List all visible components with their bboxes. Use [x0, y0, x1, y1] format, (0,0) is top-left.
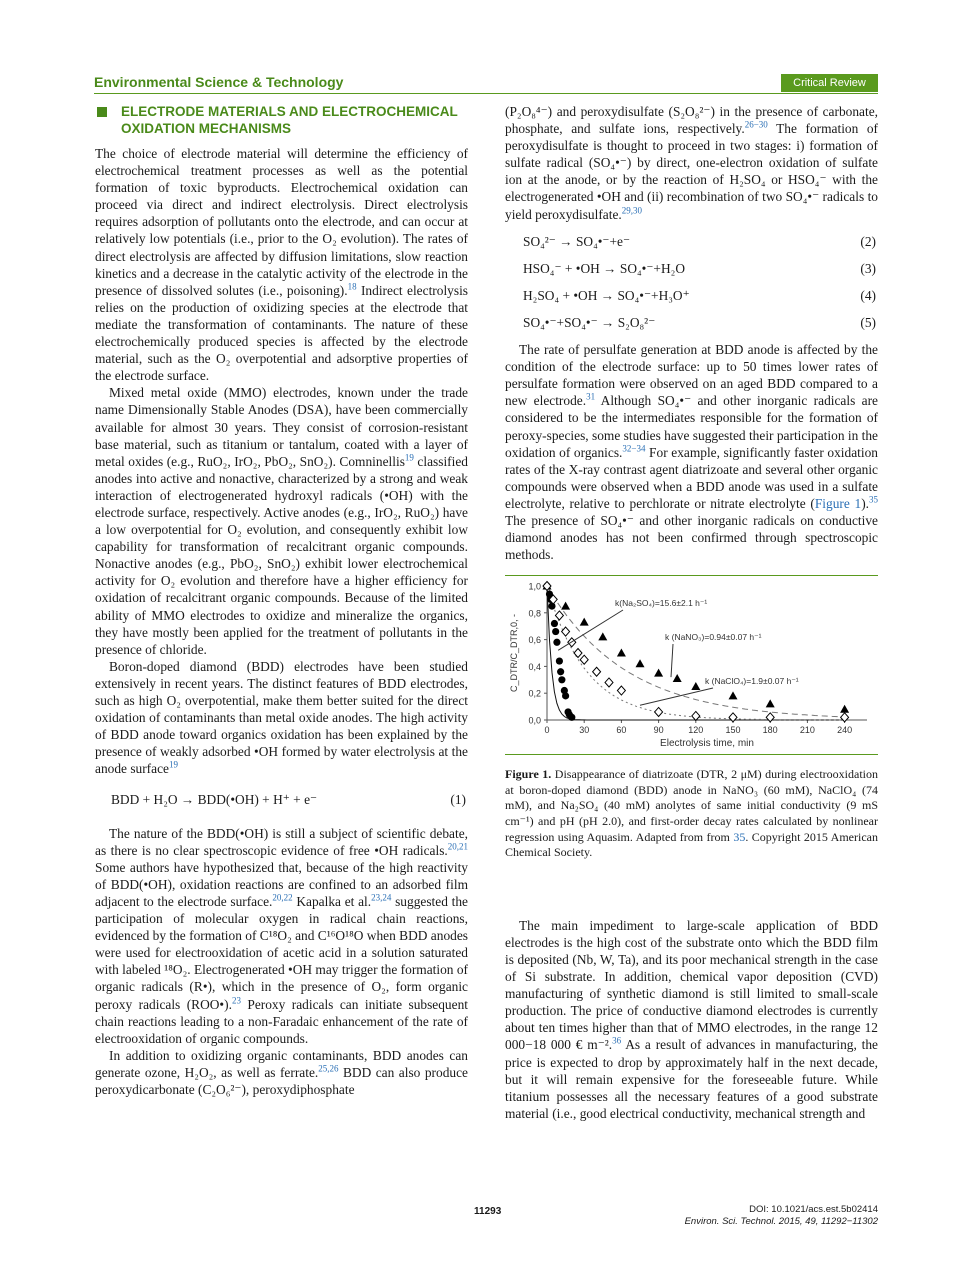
y-tick-label: 0,6 — [528, 635, 541, 646]
paragraph: The main impediment to large-scale application of BDD electrodes is the high cost of the substrate onto which the BDD film is deposited (Nb, W, Ta), and its poor mechanical strength in the case of Si substrate. In addition, chemical vapor deposition (CVD) manufacturing of synthetic diamond is still limited to small-scale production. The price of conductive diamond electrodes is currently about ten times higher than that of MMO electrodes, in the range 12 000−18 000 € m⁻².$^{36}$ As a result of advances in manufacturing, the price is expected to drop by approximately half in the next decade, but it will remain expensive for the foreseeable future. While titanium possesses all the necessary features of a good substrate material (i.e., good electrical conductivity, mechanical strength and — [505, 917, 879, 1121]
header-divider — [94, 93, 878, 94]
citation-link[interactable]: 31 — [586, 391, 596, 402]
citation-link[interactable]: 35 — [869, 494, 878, 505]
data-point-nano3 — [729, 692, 738, 700]
paragraph: Mixed metal oxide (MMO) electrodes, known under the trade name Dimensionally Stable Anodes (DSA), have been commercially available for almost 30 years. They consist of corrosion-resistant base material, such as titanium or tantalum, coated with a layer of metal oxides (e.g., RuO₂, IrO₂, PbO₂, SnO₂). Comninellis$^{19}$ classified anodes into active and nonactive, characterized by a strong and weak interaction of electrogenerated hydroxyl radicals (•OH) with the electrode surface, respectively. Active anodes (e.g., IrO₂, RuO₂) have a low overpotential for O₂ evolution, and consequently exhibit low capability for transformation of recalcitrant organic compounds. Nonactive anodes (e.g., PbO₂, SnO₂) exhibit lower electrochemical activity for O₂ evolution and therefore have a higher efficiency for oxidation of recalcitrant organic compounds. Because of the limited ability of MMO electrodes to oxidize and mineralize the organics, they have mostly been applied for the treatment of pollutants in the presence of chloride. — [95, 385, 468, 657]
heading-square-icon — [97, 107, 107, 117]
citation-link[interactable]: 20,21 — [447, 841, 468, 852]
data-point-nano3 — [691, 682, 700, 690]
y-tick-label: 0,4 — [528, 662, 541, 673]
equation-4: H₂SO₄ + •OH → SO₄•⁻+H₃O⁺ (4) — [523, 287, 876, 303]
equation-1: BDD + H₂O → BDD(•OH) + H⁺ + e⁻ (1) — [111, 792, 466, 808]
data-point-naclo4 — [555, 611, 563, 620]
figure-link[interactable]: Figure 1 — [814, 495, 862, 511]
citation-link[interactable]: 23 — [231, 995, 241, 1006]
x-tick-label: 120 — [688, 725, 704, 736]
data-point-naclo4 — [692, 712, 700, 721]
citation-link[interactable]: 18 — [347, 281, 357, 292]
annotation-label: k (NaClO₄)=1.9±0.07 h⁻¹ — [705, 676, 799, 687]
y-tick-label: 0,2 — [528, 688, 541, 699]
x-tick-label: 210 — [799, 725, 815, 736]
paragraph: (P₂O₈⁴⁻) and peroxydisulfate (S₂O₈²⁻) in the presence of carbonate, phosphate, and sulfate ions, respectively.$^{26-30}$ The formation of peroxydisulfate is thought to proceed in two stages: i) formation of sulfate radical (SO₄•⁻) by direct, one-electron oxidation of sulfate ion at the anode, or by the reaction of H₂SO₄ or HSO₄⁻ with the electrogenerated •OH and (ii) recombination of two SO₄•⁻ radicals to yield peroxydisulfate.$^{29,30}$ — [505, 104, 879, 222]
citation-link[interactable]: 20,22 — [272, 892, 293, 903]
data-point-nano3 — [598, 633, 607, 641]
section-heading: ELECTRODE MATERIALS AND ELECTROCHEMICAL OXIDATION MECHANISMS — [95, 103, 468, 137]
decay-chart — [505, 576, 878, 752]
x-tick-label: 240 — [837, 725, 853, 736]
data-point-nano3 — [654, 669, 663, 677]
x-tick-label: 60 — [616, 725, 627, 736]
paragraph: The nature of the BDD(•OH) is still a subject of scientific debate, as there is no clear spectroscopic evidence of free •OH radicals.$^{20,21}$ Some authors have hypothesized that, because of the high reactivity of BDD(•OH), oxidation reactions are confined to an adsorbed film adjacent to the electrode surface.$^{20,22}$ Kapalka et al.$^{23,24}$ suggested the participation of molecular oxygen in radical chain reactions, evidenced by the formation of C¹⁸O₂ and C¹⁶O¹⁸O when BDD anodes were used for electrooxidation of acetic acid in a solution saturated with labeled ¹⁸O₂. Electrogenerated •OH may trigger the formation of organic radicals (R•), which in the presence of O₂, form organic peroxy radicals (ROO•).$^{23}$ Peroxy radicals can initiate subsequent chain reactions leading to a non-Faradaic enhancement of the rate of electrooxidation of organic compounds. — [95, 825, 468, 1046]
equation-3: HSO₄⁻ + •OH → SO₄•⁻+H₂O (3) — [523, 260, 876, 276]
data-point-naclo4 — [605, 678, 613, 687]
paragraph: Boron-doped diamond (BDD) electrodes have been studied extensively in recent years. The distinct features of BDD electrodes, such as high O₂ overpotential, make them better suited for the direct oxidation of contaminants than metal oxide anodes. The high activity of BDD anode toward organics oxidation has been explained by the presence of weakly adsorbed •OH formed by water electrolysis at the anode surface$^{19}$ — [95, 658, 468, 777]
data-point-na2so4 — [553, 639, 560, 646]
data-point-nano3 — [840, 705, 849, 713]
paragraph: The choice of electrode material will determine the efficiency of electrochemical treatment processes as well as the potential formation of toxic byproducts. Electrochemical oxidation can proceed via direct and indirect electrolysis. Direct electrolysis requires adsorption of pollutants onto the electrode, and can occur at relatively low potentials (i.e., prior to the O₂ evolution). The rates of direct electrolysis are affected by diffusion limitations, slow reaction kinetics and a decrease in the catalytic activity of the electrode in the presence of dissolved solutes (i.e., poisoning).$^{18}$ Indirect electrolysis relies on the production of oxidizing species at the electrode that mediate the transformation of contaminants. The nature of these electrochemically produced species is affected by the electrode material, such as the O₂ overpotential and adsorptive properties of the electrode surface. — [95, 146, 468, 384]
citation-link[interactable]: 25,26 — [318, 1063, 339, 1074]
section-badge: Critical Review — [781, 74, 878, 92]
citation-link[interactable]: 29,30 — [621, 205, 643, 216]
x-tick-label: 180 — [762, 725, 778, 736]
data-point-nano3 — [617, 649, 626, 657]
left-column — [95, 103, 468, 1098]
caption-ref-link[interactable]: 35 — [733, 829, 746, 844]
data-point-na2so4 — [552, 628, 559, 635]
page-number: 11293 — [474, 1206, 502, 1217]
annotation-label: k(Na₂SO₄)=15.6±2.1 h⁻¹ — [615, 598, 708, 609]
data-point-na2so4 — [557, 668, 564, 675]
equation-5: SO₄•⁻+SO₄•⁻ → S₂O₈²⁻ (5) — [523, 314, 876, 330]
figure-caption: Figure 1. Disappearance of diatrizoate (DTR, 2 μM) during electrooxidation at boron-doped diamond (BDD) anode in NaNO₃ (60 mM), NaClO₄ (74 mM), and Na₂SO₄ (40 mM) anolytes of same initial conductivity (9 mS cm⁻¹) and pH (pH 2.0), and first-order decay rates calculated by nonlinear regression using Aquasim. Adapted from from 35. Copyright 2015 American Chemical Society. — [505, 767, 878, 860]
data-point-naclo4 — [580, 655, 588, 664]
citation-link[interactable]: 23,24 — [371, 892, 392, 903]
citation-link[interactable]: 19 — [168, 759, 178, 770]
equation-2: SO₄²⁻ → SO₄•⁻+e⁻ (2) — [523, 233, 876, 249]
data-point-nano3 — [580, 618, 589, 626]
y-tick-label: 0,8 — [528, 608, 541, 619]
citation-link[interactable]: 36 — [612, 1036, 622, 1046]
x-tick-label: 30 — [579, 725, 590, 736]
data-point-nano3 — [561, 602, 570, 610]
data-point-nano3 — [636, 659, 645, 667]
journal-title[interactable]: Environmental Science & Technology — [94, 74, 344, 90]
x-tick-label: 150 — [725, 725, 741, 736]
data-point-nano3 — [673, 674, 682, 682]
data-point-nano3 — [766, 700, 775, 708]
data-point-naclo4 — [593, 668, 601, 677]
data-point-naclo4 — [655, 708, 663, 717]
data-point-na2so4 — [551, 620, 558, 627]
citation-link[interactable]: 19 — [404, 452, 414, 463]
data-point-na2so4 — [558, 676, 565, 683]
annotation-label: k (NaNO₃)=0.94±0.07 h⁻¹ — [665, 632, 762, 643]
y-axis-label: C_DTR/C_DTR,0, - — [509, 614, 519, 693]
x-tick-label: 90 — [653, 725, 664, 736]
x-tick-label: 0 — [544, 725, 550, 736]
citation-link[interactable]: 26−30 — [744, 119, 768, 130]
data-point-naclo4 — [562, 627, 570, 636]
x-axis-label: Electrolysis time, min — [660, 738, 754, 750]
data-point-na2so4 — [548, 603, 555, 610]
data-point-naclo4 — [617, 686, 625, 695]
paragraph: In addition to oxidizing organic contaminants, BDD anodes can generate ozone, H₂O₂, as well as ferrate.$^{25,26}$ BDD can also produce peroxydicarbonate (C₂O₆²⁻), peroxydiphosphate — [95, 1047, 468, 1097]
figure-1 — [505, 575, 878, 755]
y-tick-label: 0,0 — [528, 715, 541, 726]
right-column — [505, 103, 878, 1122]
doi-link[interactable]: DOI: 10.1021/acs.est.5b02414 — [749, 1204, 878, 1215]
annotation-arrow — [640, 688, 713, 705]
data-point-na2so4 — [561, 687, 568, 694]
citation-link[interactable]: 32−34 — [622, 443, 646, 454]
paragraph: The rate of persulfate generation at BDD anode is affected by the condition of the electrode surface: up to 50 times lower rates of persulfate formation were observed on an aged BDD compared to a new electrode.$^{31}$ Although SO₄•⁻ and other inorganic radicals are considered to be the intermediates responsible for the formation of peroxy-species, some studies have suggested their participation in the oxidation of organics.$^{32-34}$ For example, significantly faster oxidation rates of the X-ray contrast agent diatrizoate and several other organic compounds were observed when a BDD anode was used in a sulfate electrolyte, relative to perchlorate or nitrate electrolyte (Figure 1).$^{35}$ The presence of SO₄•⁻ and other inorganic radicals on conductive diamond anodes has not been confirmed through spectroscopic methods. — [505, 342, 878, 563]
data-point-na2so4 — [556, 658, 563, 665]
journal-citation: Environ. Sci. Technol. 2015, 49, 11292−11302 — [684, 1216, 878, 1227]
data-point-na2so4 — [566, 711, 573, 718]
data-point-naclo4 — [574, 649, 582, 658]
annotation-arrow — [671, 644, 673, 677]
y-tick-label: 1,0 — [528, 581, 541, 592]
footer-doi — [685, 1204, 878, 1228]
